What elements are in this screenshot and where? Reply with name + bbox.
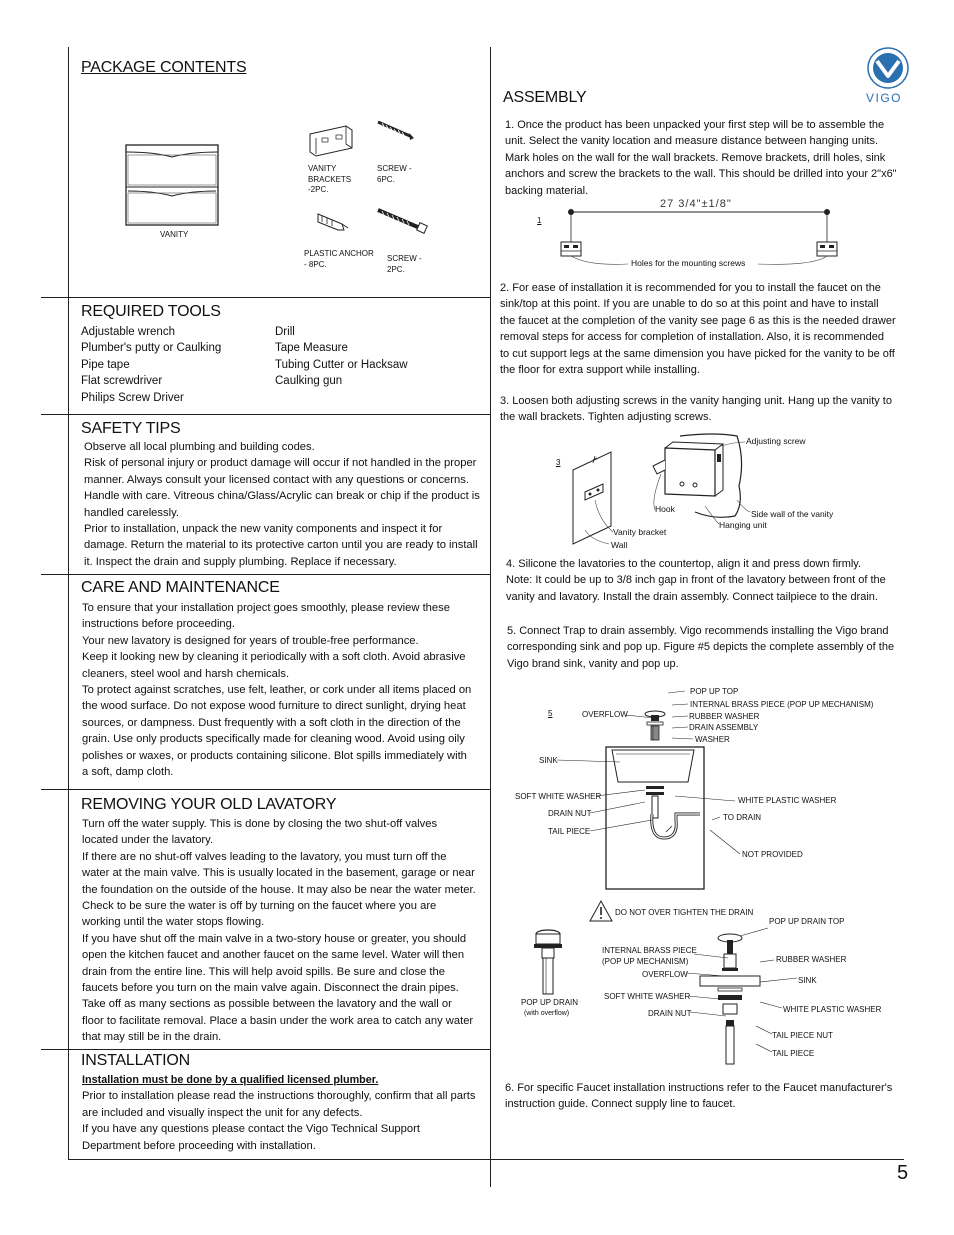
care-text: To ensure that your installation project goes smoothly, please review these instructions before proceeding. Your new lavatory is designed for years of trouble-free performance. Keep it looking new by cleaning it periodically with a soft cloth. Avoid abrasive cleaners, steel wool and harsh chemicals. To protect against scratches, use felt, leather, or cork under all items placed on the wood surface. Do not expose wood furniture to direct sunlight, drying heat sources, or dampness. Dust frequently with a soft cloth in the direction of the grain. Use only products specifically made for cleaning wood. Avoid using oily polishes or waxes, or products containing silicone. Blot spills immediately with a soft, damp cloth. xyxy=(82,602,472,779)
brand-name: VIGO xyxy=(866,91,903,105)
list-item: Plumber's putty or Caulking xyxy=(81,342,222,355)
list-item: Adjustable wrench xyxy=(81,326,175,338)
popup-tail-piece: TAIL PIECE xyxy=(772,1049,815,1058)
fig3-vanity-bracket: Vanity bracket xyxy=(613,527,667,537)
fig5-rubber-washer: RUBBER WASHER xyxy=(689,712,760,721)
popup-drain-top: POP UP DRAIN TOP xyxy=(769,917,845,926)
list-item: Tubing Cutter or Hacksaw xyxy=(275,358,408,371)
safety-tips-text: Observe all local plumbing and building codes. Risk of personal injury or product damage will occur if not handled in the proper manner. Always consult your licensed contact with any questions or concerns. Handle with care. Vitreous china/Glass/Acrylic can break or chip if the product is handled carelessly. Prior to installation, unpack the new vanity components and inspect it for damage. Return the material to its protective carton until you are ready to install it. Inspect the drain and supply plumbing. Replace if necessary. xyxy=(84,441,480,568)
popup-tail-piece-nut: TAIL PIECE NUT xyxy=(772,1031,833,1040)
plastic-anchor-icon xyxy=(316,210,350,232)
package-contents-title: PACKAGE CONTENTS xyxy=(81,59,247,76)
assembly-title: ASSEMBLY xyxy=(503,89,587,106)
list-item: Pipe tape xyxy=(81,358,130,371)
popup-internal-brass-2: (POP UP MECHANISM) xyxy=(602,957,689,966)
plastic-anchor-label: PLASTIC ANCHOR - 8PC. xyxy=(304,249,374,269)
assembly-step3: 3. Loosen both adjusting screws in the vanity hanging unit. Hang up the vanity to the wall brackets. Tighten adjusting screws. xyxy=(500,395,892,424)
vanity-brackets-label: VANITY BRACKETS -2PC. xyxy=(308,164,352,194)
left-column-border xyxy=(68,47,69,1160)
divider-removing xyxy=(41,789,490,790)
removing-text: Turn off the water supply. This is done by closing the two shut-off valves located under the lavatory. If there are no shut-off valves leading to the lavatory, you must turn off the water at the main valve. This is usually located in the basement, garage or near the foundation on the outside of the house. It may also be near the water meter. Check to be sure the water is off by turning on the faucet where you are working until the water stops flowing. If you have shut off the main valve in a two-story house or greater, you should open the kitchen faucet and another faucet on the same level. Water will then drain from the entire line. This will help avoid spills. Be sure and close the faucets before you turn on the main valve again. Disconnect the drain pipes. Take off as many sections as possible between the lavatory and the wall or floor to facilitate removal. Place a basin under the work area to catch any water that may still be in the drain. xyxy=(82,818,476,1044)
vanity-bracket-icon xyxy=(306,120,356,160)
pop-up-drain-sub: (with overflow) xyxy=(524,1010,570,1017)
popup-overflow: OVERFLOW xyxy=(642,970,688,979)
divider-safety xyxy=(41,414,490,415)
popup-drain-nut: DRAIN NUT xyxy=(648,1009,692,1018)
screw-2pc-icon xyxy=(376,208,430,234)
screw-6pc-icon xyxy=(376,120,416,142)
fig5-washer: WASHER xyxy=(695,735,730,744)
fig5-soft-white-washer: SOFT WHITE WASHER xyxy=(515,792,602,801)
installation-warning: Installation must be done by a qualified licensed plumber. xyxy=(82,1074,379,1086)
required-tools-title: REQUIRED TOOLS xyxy=(81,303,221,320)
vanity-label: VANITY xyxy=(160,230,189,239)
fig5-sink: SINK xyxy=(539,756,558,765)
removing-title: REMOVING YOUR OLD LAVATORY xyxy=(81,796,337,813)
fig3-hook: Hook xyxy=(655,504,675,514)
pop-up-drain-illustration xyxy=(532,928,566,998)
popup-soft-white-washer: SOFT WHITE WASHER xyxy=(604,992,691,1001)
fig5-not-provided: NOT PROVIDED xyxy=(742,850,803,859)
popup-warning: DO NOT OVER TIGHTEN THE DRAIN xyxy=(615,908,754,917)
fig5-overflow: OVERFLOW xyxy=(582,710,628,719)
list-item: Flat screwdriver xyxy=(81,375,163,388)
popup-sink: SINK xyxy=(798,976,817,985)
page-number: 5 xyxy=(897,1162,909,1184)
vanity-illustration xyxy=(124,143,220,227)
installation-title: INSTALLATION xyxy=(81,1052,191,1069)
warning-icon xyxy=(589,900,613,922)
screw-2pc-label: SCREW - 2PC. xyxy=(387,254,422,274)
pop-up-drain-label: POP UP DRAIN xyxy=(521,998,579,1007)
center-divider xyxy=(490,47,491,1187)
tools-list-right xyxy=(275,324,408,390)
list-item: Drill xyxy=(275,326,295,338)
fig5-drain-nut: DRAIN NUT xyxy=(548,809,592,818)
fig5-pop-up-top: POP UP TOP xyxy=(690,687,739,696)
fig5-tail-piece: TAIL PIECE xyxy=(548,827,591,836)
screw-6pc-label: SCREW - 6PC. xyxy=(377,164,412,184)
popup-internal-brass-1: INTERNAL BRASS PIECE xyxy=(602,946,697,955)
list-item: Tape Measure xyxy=(275,342,348,355)
vigo-logo xyxy=(860,48,916,108)
assembly-step1: 1. Once the product has been unpacked your first step will be to assemble the unit. Select the vanity location and measure distance between hanging units. Mark holes on the wall for the wall brackets. Remove brackets, drill holes, sink anchors and screw the brackets to the wall. This should be drilled into your 2"x6" backing material. xyxy=(505,119,897,197)
fig3-adjusting-screw: Adjusting screw xyxy=(746,436,806,446)
figure-5-leaders xyxy=(500,680,800,880)
list-item: Caulking gun xyxy=(275,375,343,388)
bottom-border xyxy=(68,1159,904,1160)
fig5-drain-assembly: DRAIN ASSEMBLY xyxy=(689,723,759,732)
figure-3-number: 3 xyxy=(556,458,561,467)
assembly-step4: 4. Silicone the lavatories to the countertop, align it and press down firmly. Note: It could be up to 3/8 inch gap in front of the lavatory between front of the vanity and lavatory. Install the drain assembly. Connect tailpiece to the drain. xyxy=(506,558,886,603)
figure-5-number: 5 xyxy=(548,709,553,718)
figure-1-label: Holes for the mounting screws xyxy=(631,258,746,268)
assembly-step2: 2. For ease of installation it is recommended for you to install the faucet on the sink/top at this point. If you are unable to do so at this point and have to install the faucet at the completion of the vanity see page 6 as this is the needed drawer removal steps for access for completion of installation. Also, it is recommended to cut support legs at the same dimension you have picked for the vanity to be off the floor for extra support while installing. xyxy=(500,282,896,377)
assembly-step6: 6. For specific Faucet installation instructions refer to the Faucet manufacturer's instruction guide. Connect supply line to faucet. xyxy=(505,1082,893,1111)
divider-care xyxy=(41,574,490,575)
care-title: CARE AND MAINTENANCE xyxy=(81,579,280,596)
fig3-side-wall: Side wall of the vanity xyxy=(751,509,834,519)
popup-white-plastic-washer: WHITE PLASTIC WASHER xyxy=(783,1005,882,1014)
fig5-internal-brass: INTERNAL BRASS PIECE (POP UP MECHANISM) xyxy=(690,700,874,709)
figure-1-measurement: 27 3/4"±1/8" xyxy=(660,198,732,210)
fig5-white-plastic-washer: WHITE PLASTIC WASHER xyxy=(738,796,837,805)
tools-list-left xyxy=(81,324,221,406)
figure-1-number: 1 xyxy=(537,216,542,225)
safety-tips-title: SAFETY TIPS xyxy=(81,420,181,437)
installation-text: Installation must be done by a qualified licensed plumber. Prior to installation please read the instructions thoroughly, confirm that all parts are included and visually inspect the unit for any defects. If you have any questions please contact the Vigo Technical Support Department before proceeding with installation. xyxy=(82,1072,482,1154)
fig3-hanging-unit: Hanging unit xyxy=(719,520,767,530)
divider-tools xyxy=(41,297,490,298)
popup-rubber-washer: RUBBER WASHER xyxy=(776,955,847,964)
fig5-to-drain: TO DRAIN xyxy=(723,813,762,822)
assembly-step5: 5. Connect Trap to drain assembly. Vigo recommends installing the Vigo brand corresponding sink and pop up. Figure #5 depicts the complete assembly of the Vigo brand sink, vanity and pop up. xyxy=(507,625,895,670)
divider-installation xyxy=(41,1049,490,1050)
fig3-wall: Wall xyxy=(611,540,628,550)
list-item: Philips Screw Driver xyxy=(81,391,184,404)
